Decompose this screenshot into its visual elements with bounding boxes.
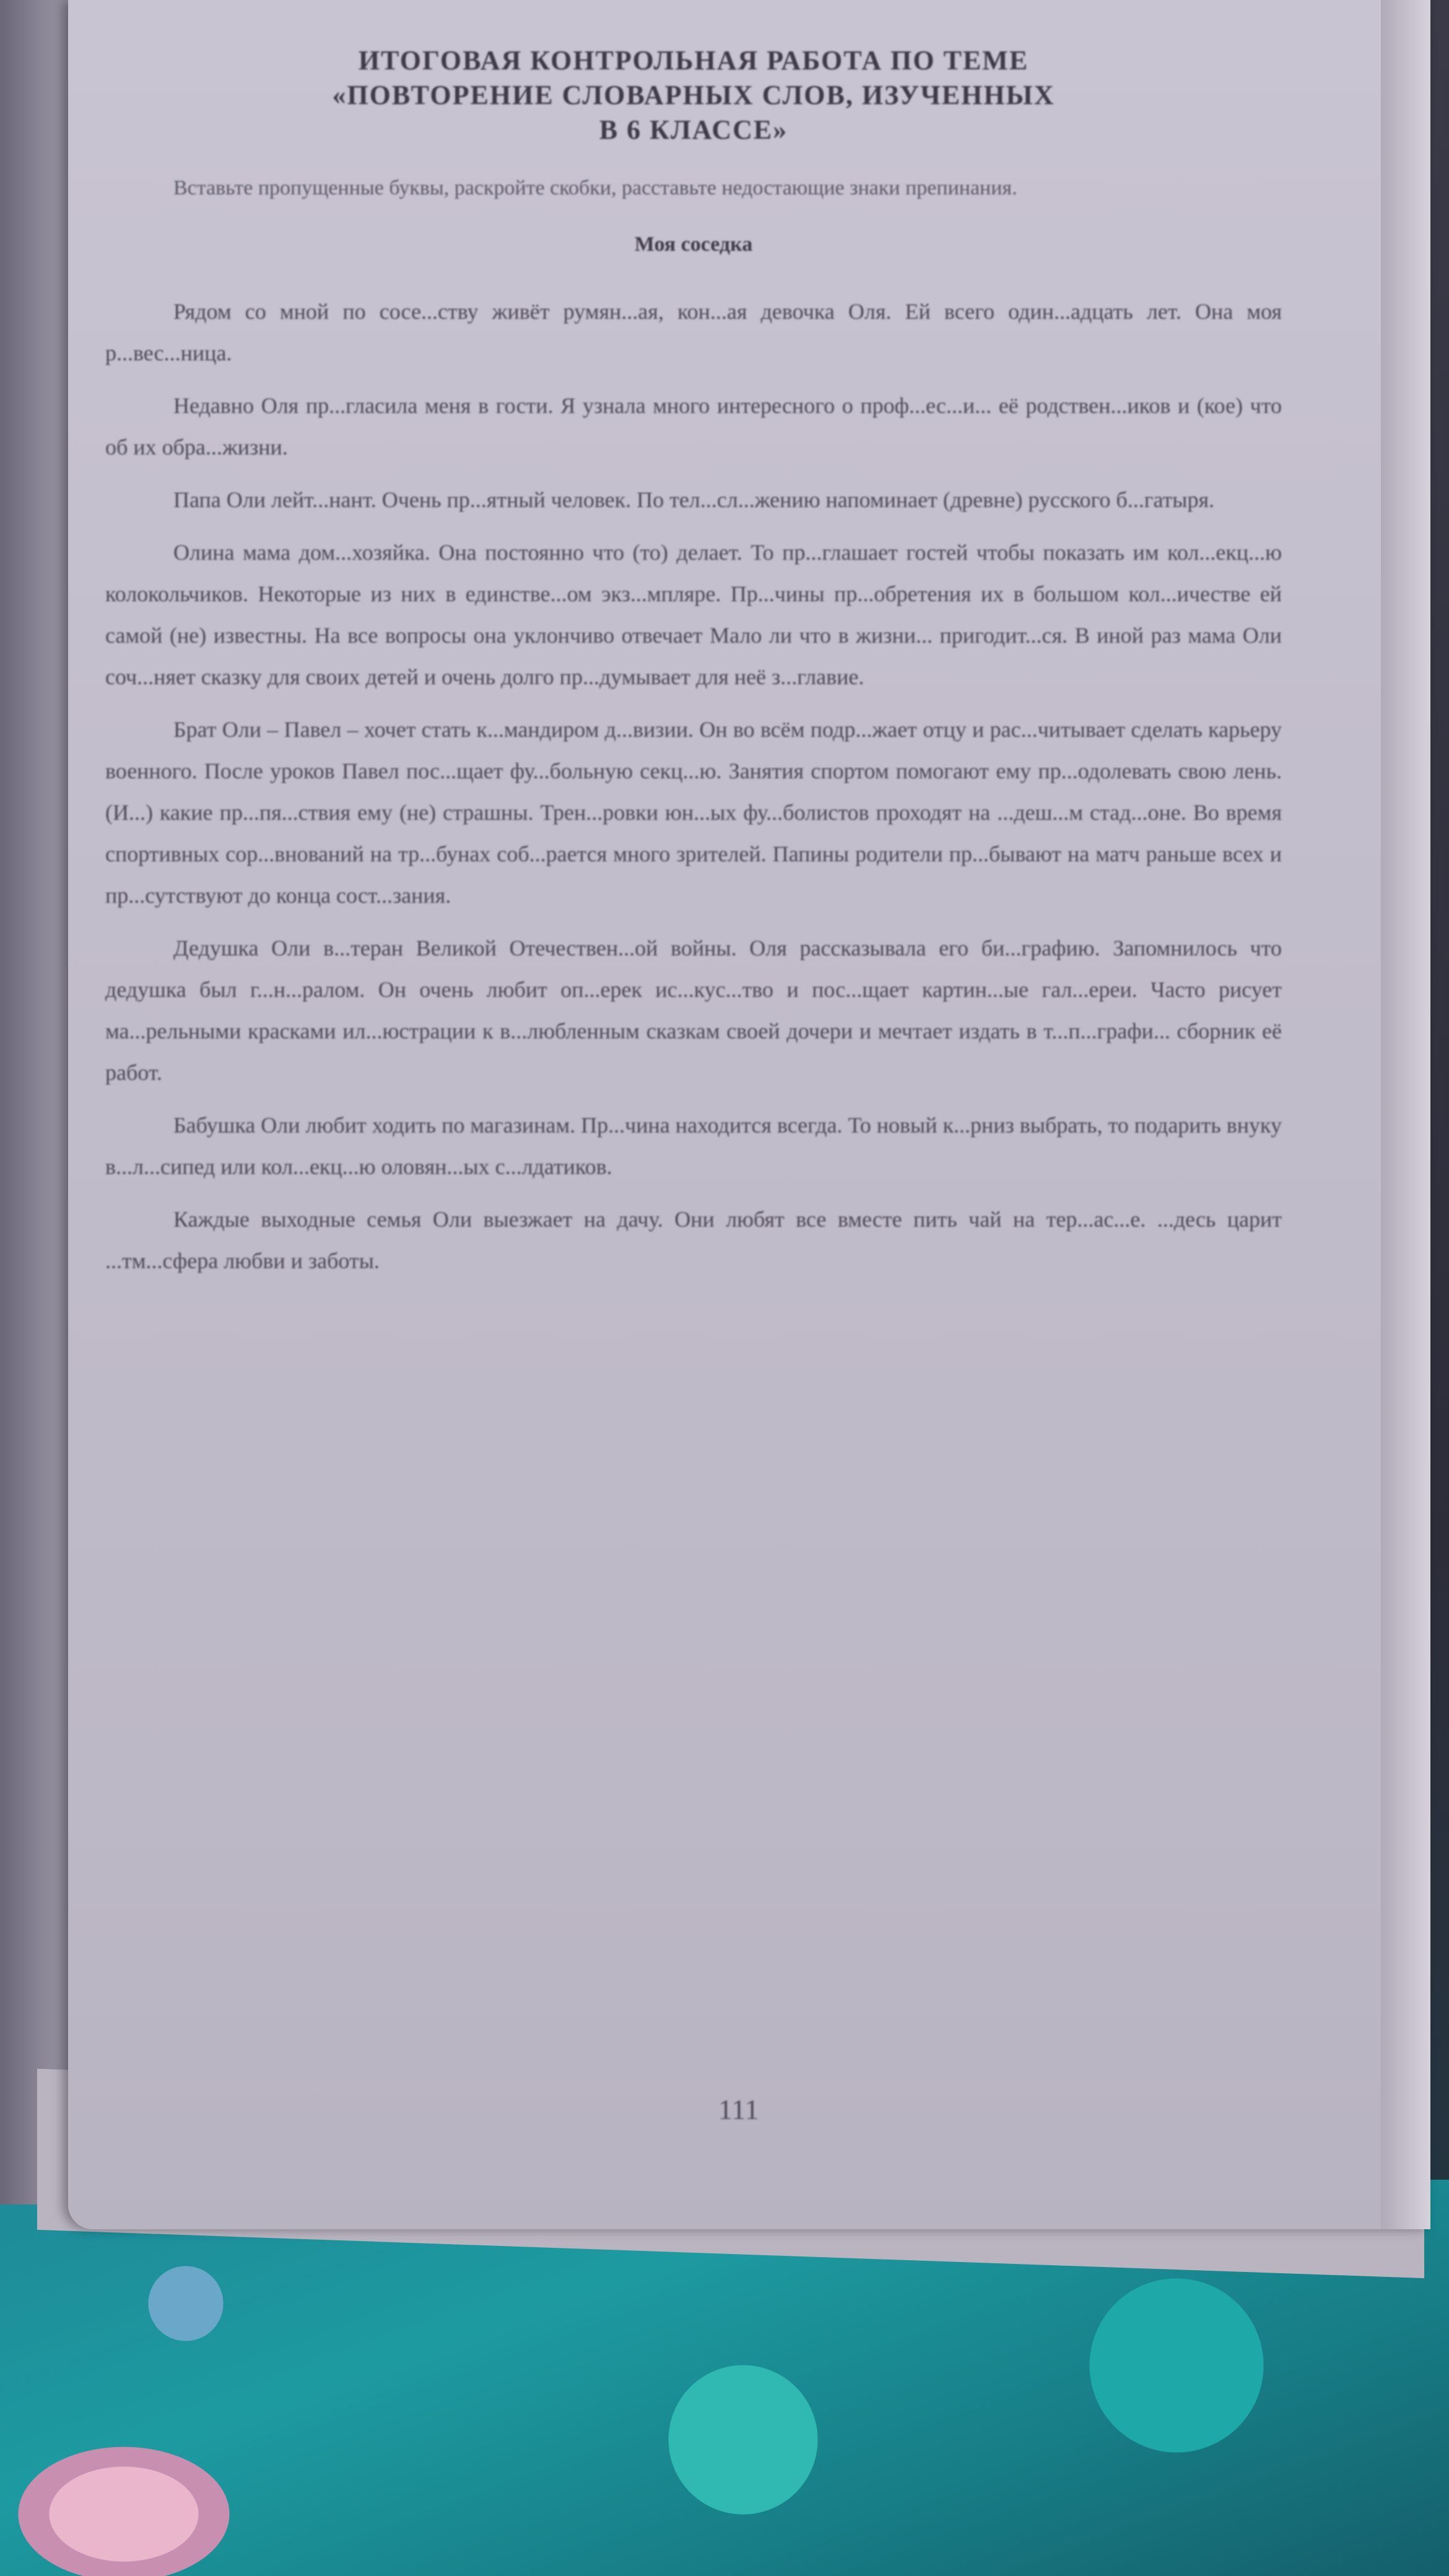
paragraph: Недавно Оля пр...гласила меня в гости. Я узнала много интересного о проф...ес...и... её родствен...иков и (кое) что об их обра...жизни.: [105, 393, 1282, 459]
paragraph: Каждые выходные семья Оли выезжает на дачу. Они любят все вместе пить чай на тер...ас...е. ...десь царит ...тм...сфера любви и заботы.: [105, 1207, 1282, 1273]
paragraph: Дедушка Оли в...теран Великой Отечествен...ой войны. Оля рассказывала его би...графию. Запомнилось что дедушка был г...н...ралом. Он очень любит оп...ерек ис...кус...тво и пос...щает картин...ые гал...ереи. Часто рисует ма...рельными красками ил...юстрации к в...любленным сказкам своей дочери и мечтает издать в т...п...графи... сборник её работ.: [105, 936, 1282, 1085]
task-instruction: Вставьте пропущенные буквы, раскройте скобки, расставьте недостающие знаки препинания.: [173, 176, 1017, 199]
paragraph: Олина мама дом...хозяйка. Она постоянно что (то) делает. То пр...глашает гостей чтобы показать им кол...екц...ю колокольчиков. Некоторые из них в единстве...ом экз...мпляре. Пр...чины пр...обретения их в большом кол...ичестве ей самой (не) известны. На все вопросы она уклончиво отвечает Мало ли что в жизни... пригодит...ся. В иной раз мама Оли соч...няет сказку для своих детей и очень долго пр...думывает для неё з...главие.: [105, 540, 1282, 689]
text-title: Моя соседка: [634, 233, 753, 256]
heading-line: В 6 КЛАССЕ»: [599, 115, 788, 145]
paragraph: Бабушка Оли любит ходить по магазинам. Пр...чина находится всегда. То новый к...рниз выбрать, то подарить внуку в...л...сипед или кол...екц...ю оловян...ых с...лдатиков.: [105, 1113, 1282, 1179]
book-left-page-edge: [0, 0, 74, 2204]
paragraph: Брат Оли – Павел – хочет стать к...мандиром д...визии. Он во всём подр...жает отцу и рас...читывает сделать карьеру военного. После уроков Павел пос...щает фу...больную секц...ю. Занятия спортом помогают ему пр...одолевать свою лень. (И...) какие пр...пя...ствия ему (не) страшны. Трен...ровки юн...ых фу...болистов проходят на ...деш...м стад...оне. Во время спортивных сор...внований на тр...бунах соб...рается много зрителей. Папины родители пр...бывают на матч раньше всех и пр...сутствуют до конца сост...зания.: [105, 717, 1282, 908]
page-right-edge: [1381, 0, 1430, 2229]
page-content: [105, 43, 1282, 1293]
heading-line: «ПОВТОРЕНИЕ СЛОВАРНЫХ СЛОВ, ИЗУЧЕННЫХ: [332, 80, 1055, 110]
paragraph: Папа Оли лейт...нант. Очень пр...ятный человек. По тел...сл...жению напоминает (древне) русского б...гатыря.: [173, 487, 1214, 512]
page-heading: [105, 43, 1282, 147]
paragraph: Рядом со мной по сосе...ству живёт румян...ая, кон...ая девочка Оля. Ей всего один...адцать лет. Она моя р...вес...ница.: [105, 299, 1282, 365]
page-number: 111: [718, 2094, 759, 2125]
fabric-pattern: [0, 2427, 260, 2576]
heading-line: ИТОГОВАЯ КОНТРОЛЬНАЯ РАБОТА ПО ТЕМЕ: [358, 45, 1029, 76]
